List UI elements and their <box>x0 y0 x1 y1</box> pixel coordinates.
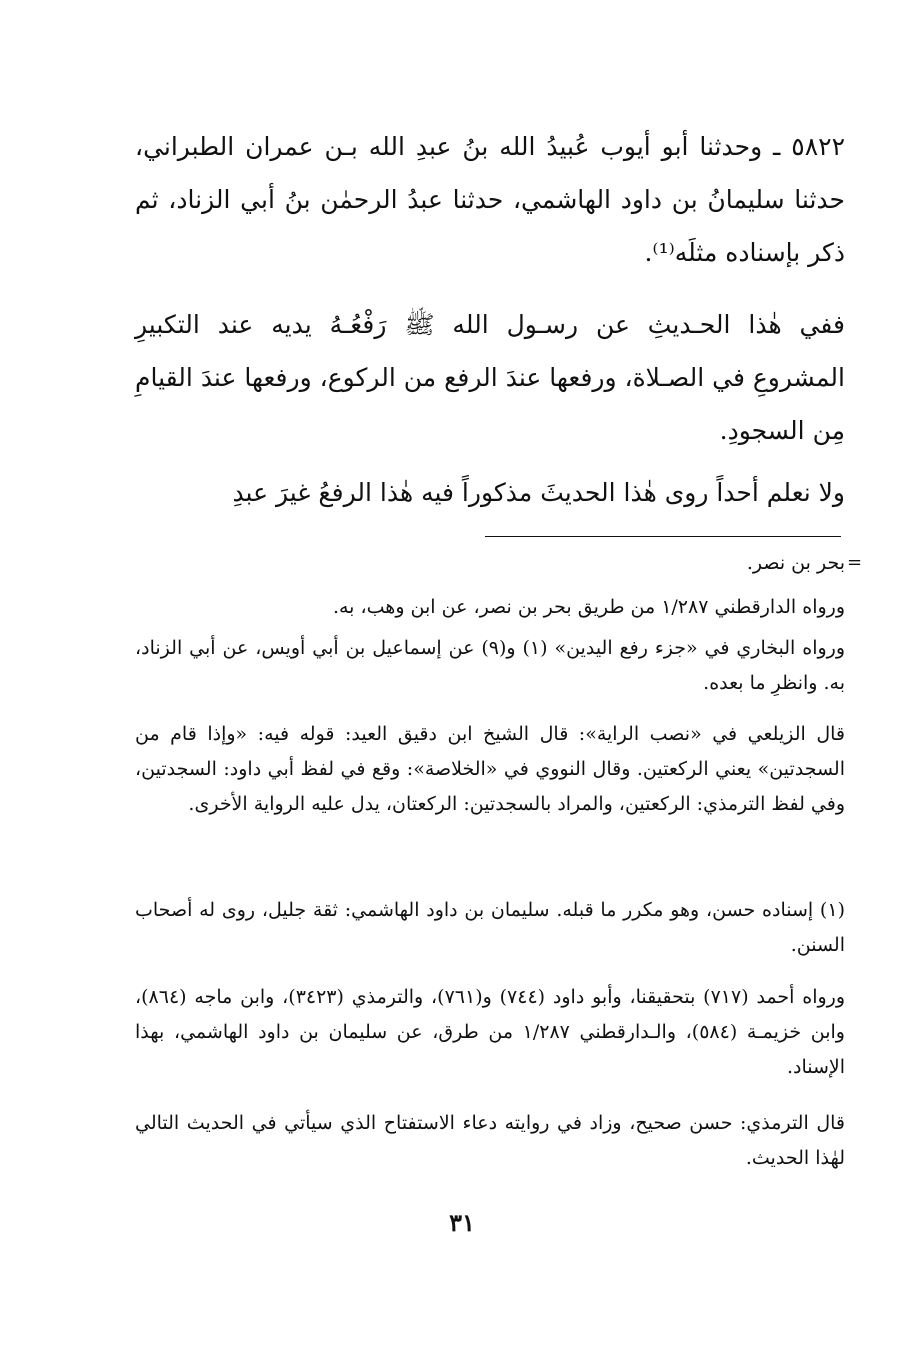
footnote-continuation-mark: = <box>847 552 863 573</box>
footnote-1: (١) إسناده حسن، وهو مكرر ما قبله. سليمان بن داود الهاشمي: ثقة جليل، روى له أصحاب السنن. <box>135 899 845 956</box>
footnote-paragraph: ورواه البخاري في «جزء رفع اليدين» (١) و(٩) عن إسماعيل بن أبي أويس، عن أبي الزناد، به. وانظرِ ما بعده. <box>135 637 845 694</box>
commentary-paragraph: ففي هٰذا الحـديثِ عن رسـول الله ﷺ رَفْعُـهُ يديه عند التكبيرِ المشروعِ في الصـلاة، ورفعها عندَ الرفع من الركوع، ورفعها عندَ القيامِ مِن السجودِ. <box>135 310 845 445</box>
hadith-paragraph: ٥٨٢٢ ـ وحدثنا أبو أيوب عُبيدُ الله بنُ عبدِ الله بـن عمران الطبراني، حدثنا سليمانُ بن داود الهاشمي، حدثنا عبدُ الرحمٰن بنُ أبي الزناد، ثم ذكر بإسناده مثلَه⁽¹⁾. <box>135 132 845 267</box>
footnote-paragraph: ورواه الدارقطني ١/٢٨٧ من طريق بحر بن نصر، عن ابن وهب، به. <box>332 596 845 618</box>
commentary-paragraph-continued: ولا نعلم أحداً روى هٰذا الحديثَ مذكوراً فيه هٰذا الرفعُ غيرَ عبدِ <box>232 478 845 507</box>
footnote-continuation: بحر بن نصر. <box>746 552 845 574</box>
footnote-divider <box>485 536 841 537</box>
page-number: ٣١ <box>449 1208 475 1237</box>
footnote-paragraph: ورواه أحمد (٧١٧) بتحقيقنا، وأبو داود (٧٤٤) و(٧٦١)، والترمذي (٣٤٢٣)، وابن ماجه (٨٦٤)، وابن خزيمـة (٥٨٤)، والـدارقطني ١/٢٨٧ من طرق، عن سليمان بن داود الهاشمي، بهذا الإسناد. <box>135 986 846 1078</box>
footnote-paragraph: قال الزيلعي في «نصب الراية»: قال الشيخ ابن دقيق العيد: قوله فيه: «وإذا قام من السجدتين» يعني الركعتين. وقال النووي في «الخلاصة»: وقع في لفظ أبي داود: السجدتين، وفي لفظ الترمذي: الركعتين، والمراد بالسجدتين: الركعتان، يدل عليه الرواية الأخرى. <box>135 723 845 815</box>
footnote-paragraph: قال الترمذي: حسن صحيح، وزاد في روايته دعاء الاستفتاح الذي سيأتي في الحديث التالي لهٰذا الحديث. <box>135 1112 845 1169</box>
